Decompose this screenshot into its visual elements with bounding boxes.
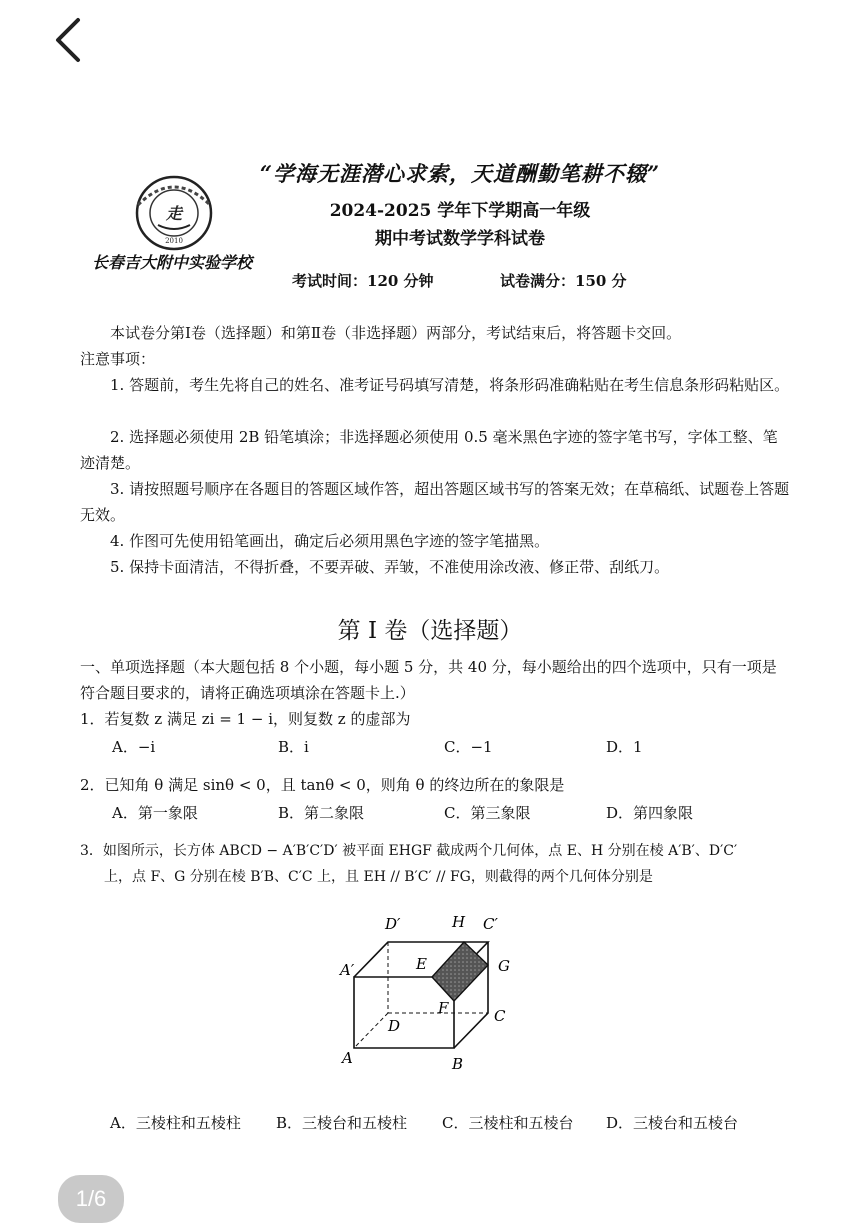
full-score: 试卷满分：150 分 [500, 272, 627, 290]
exam-time: 考试时间：120 分钟 [292, 272, 434, 290]
q3-option-c: C．三棱柱和五棱台 [442, 1114, 574, 1132]
q3-option-a: A．三棱柱和五棱柱 [110, 1114, 241, 1132]
notice-item: 3. 请按照题号顺序在各题目的答题区域作答，超出答题区域书写的答案无效；在草稿纸、试题卷上答题无效。 [80, 480, 790, 524]
question-3-stem-continued: 上，点 F、G 分别在棱 B′B、C′C 上，且 EH // B′C′ // FG，则截得的两个几何体分别是 [104, 869, 653, 885]
label-a: A [342, 1049, 353, 1067]
label-g: G [498, 957, 510, 975]
chevron-left-icon [40, 8, 100, 68]
notice-item: 1. 答题前，考生先将自己的姓名、准考证号码填写清楚，将条形码准确粘贴在考生信息条形码粘贴区。 [110, 376, 790, 394]
q2-option-b: B．第二象限 [278, 804, 365, 822]
label-b: B [452, 1055, 464, 1073]
notice-item: 4. 作图可先使用铅笔画出，确定后必须用黑色字迹的签字笔描黑。 [110, 532, 550, 550]
school-motto: “学海无涯潜心求索，天道酬勤笔耕不辍” [259, 161, 661, 186]
q2-option-a: A．第一象限 [112, 804, 198, 822]
section-title: 第 I 卷（选择题） [337, 618, 523, 644]
q2-option-c: C．第三象限 [444, 804, 531, 822]
notice-title: 注意事项： [80, 350, 156, 368]
school-name: 长春吉大附中实验学校 [92, 253, 253, 272]
q1-option-c: C．−1 [444, 738, 493, 756]
q1-option-d: D．1 [606, 738, 643, 756]
notice-item: 5. 保持卡面清洁，不得折叠，不要弄破、弄皱，不准使用涂改液、修正带、刮纸刀。 [110, 558, 670, 576]
q3-option-b: B．三棱台和五棱柱 [276, 1114, 408, 1132]
exam-info [292, 270, 627, 291]
q2-option-d: D．第四象限 [606, 804, 694, 822]
intro-paragraph: 本试卷分第Ⅰ卷（选择题）和第Ⅱ卷（非选择题）两部分，考试结束后，将答题卡交回。 [110, 324, 682, 342]
notice-item: 2. 选择题必须使用 2B 铅笔填涂；非选择题必须使用 0.5 毫米黑色字迹的签字笔书写，字体工整、笔迹清楚。 [80, 428, 778, 472]
q3-option-d: D．三棱台和五棱台 [606, 1114, 739, 1132]
label-c-prime: C′ [483, 915, 498, 933]
page-indicator: 1/6 [58, 1175, 124, 1223]
question-3-stem: 3．如图所示，长方体 ABCD − A′B′C′D′ 被平面 EHGF 截成两个几何体，点 E、H 分别在棱 A′B′、D′C′ [80, 843, 738, 859]
label-c: C [494, 1007, 506, 1025]
back-button[interactable] [40, 8, 100, 68]
svg-text:2010: 2010 [165, 237, 183, 245]
hidden-edge [354, 1013, 388, 1048]
question-2-stem: 2．已知角 θ 满足 sinθ < 0，且 tanθ < 0，则角 θ 的终边所在的象限是 [80, 776, 565, 794]
cuboid-figure [330, 905, 530, 1079]
q1-option-b: B．i [278, 738, 309, 756]
label-d: D [388, 1017, 401, 1035]
label-e: E [416, 955, 427, 973]
label-d-prime: D′ [385, 915, 401, 933]
label-f: F [438, 999, 449, 1017]
label-a-prime: A′ [340, 961, 355, 979]
q1-option-a: A．−i [112, 738, 156, 756]
exam-year-title: 2024-2025 学年下学期高一年级 [329, 201, 591, 221]
part-heading: 一、单项选择题（本大题包括 8 个小题，每小题 5 分，共 40 分，每小题给出的四个选项中，只有一项是符合题目要求的，请将正确选项填涂在答题卡上.） [80, 658, 777, 702]
exam-title: 期中考试数学学科试卷 [375, 229, 545, 249]
question-1-stem: 1．若复数 z 满足 zi = 1 − i，则复数 z 的虚部为 [80, 710, 411, 728]
svg-text:走: 走 [165, 204, 183, 223]
label-h: H [452, 913, 466, 931]
